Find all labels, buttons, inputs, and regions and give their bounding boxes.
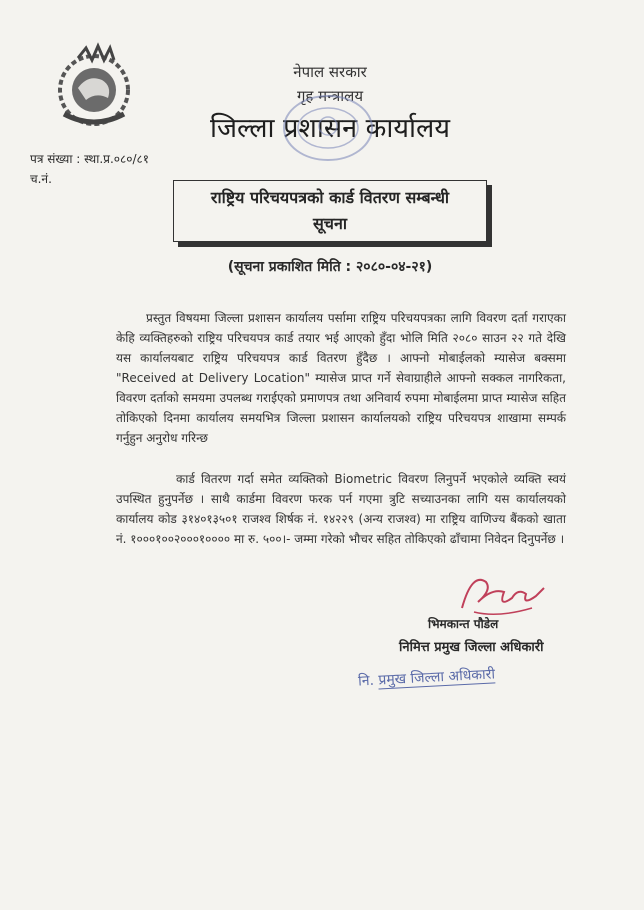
office-seal-stamp [278, 88, 378, 168]
published-date: (सूचना प्रकाशित मिति : २०८०-०४-२१) [227, 259, 433, 275]
stamp-designation: प्रमुख जिल्ला अधिकारी [377, 666, 496, 689]
notice-title: राष्ट्रिय परिचयपत्रको कार्ड वितरण सम्बन्धी [210, 188, 450, 207]
notice-title-box [173, 180, 487, 242]
office-name: जिल्ला प्रशासन कार्यालय [210, 113, 450, 144]
ministry-name: गृह मन्त्रालय [296, 87, 364, 105]
signatory-name: भिमकान्त पौडेल [428, 617, 499, 631]
nepal-emblem-icon [48, 40, 140, 132]
letter-number: पत्र संख्या : स्था.प्र.०८०/८१ [30, 152, 150, 166]
designation-stamp [358, 664, 496, 690]
notice-label: सूचना [312, 214, 347, 233]
stamp-prefix: नि. [357, 672, 375, 690]
body-paragraph-2: कार्ड वितरण गर्दा समेत व्यक्तिको Biometric विवरण लिनुपर्ने भएकोले व्यक्ति स्वयं उपस्थित हुनुपर्नेछ । साथै कार्डमा विवरण फरक पर्न गएमा त्रुटि सच्याउनका लागि यस कार्यालयको कार्यालय कोड ३१४०१३५०१ राजश्व शिर्षक नं. १४२२९ (अन्य राजश्व) मा राष्ट्रिय वाणिज्य बैंकको खाता नं. १०००१००२०००१०००० मा रु. ५००।- जम्मा गरेको भौचर सहित तोकिएको ढाँचामा निवेदन दिनुपर्नेछ । [116, 472, 566, 546]
government-name: नेपाल सरकार [293, 63, 367, 81]
body-paragraph-1: प्रस्तुत विषयमा जिल्ला प्रशासन कार्यालय पर्सामा राष्ट्रिय परिचयपत्रका लागि विवरण दर्ता गराएका केहि व्यक्तिहरुको राष्ट्रिय परिचयपत्र कार्ड तयार भई आएको हुँदा भोलि मिति २०८० साउन २२ गते देखि यस कार्यालयबाट राष्ट्रिय परिचयपत्र कार्ड वितरण हुँदैछ । आफ्नो मोबाईलको म्यासेज बक्समा "Received at Delivery Location" म्यासेज प्राप्त गर्ने सेवाग्राहीले आफ्नो सक्कल नागरिकता, विवरण दर्ताको समयमा उपलब्ध गराईएको प्रमाणपत्र तथा अनिवार्य रुपमा मोबाईलमा प्राप्त म्यासेज सहित तोकिएको दिनमा कार्यालय समयभित्र जिल्ला प्रशासन कार्यालयको राष्ट्रिय परिचयपत्र शाखामा सम्पर्क गर्नुहुन अनुरोध गरिन्छ [116, 311, 566, 445]
dispatch-number: च.नं. [30, 172, 52, 186]
signatory-title: निमित्त प्रमुख जिल्ला अधिकारी [399, 640, 544, 655]
